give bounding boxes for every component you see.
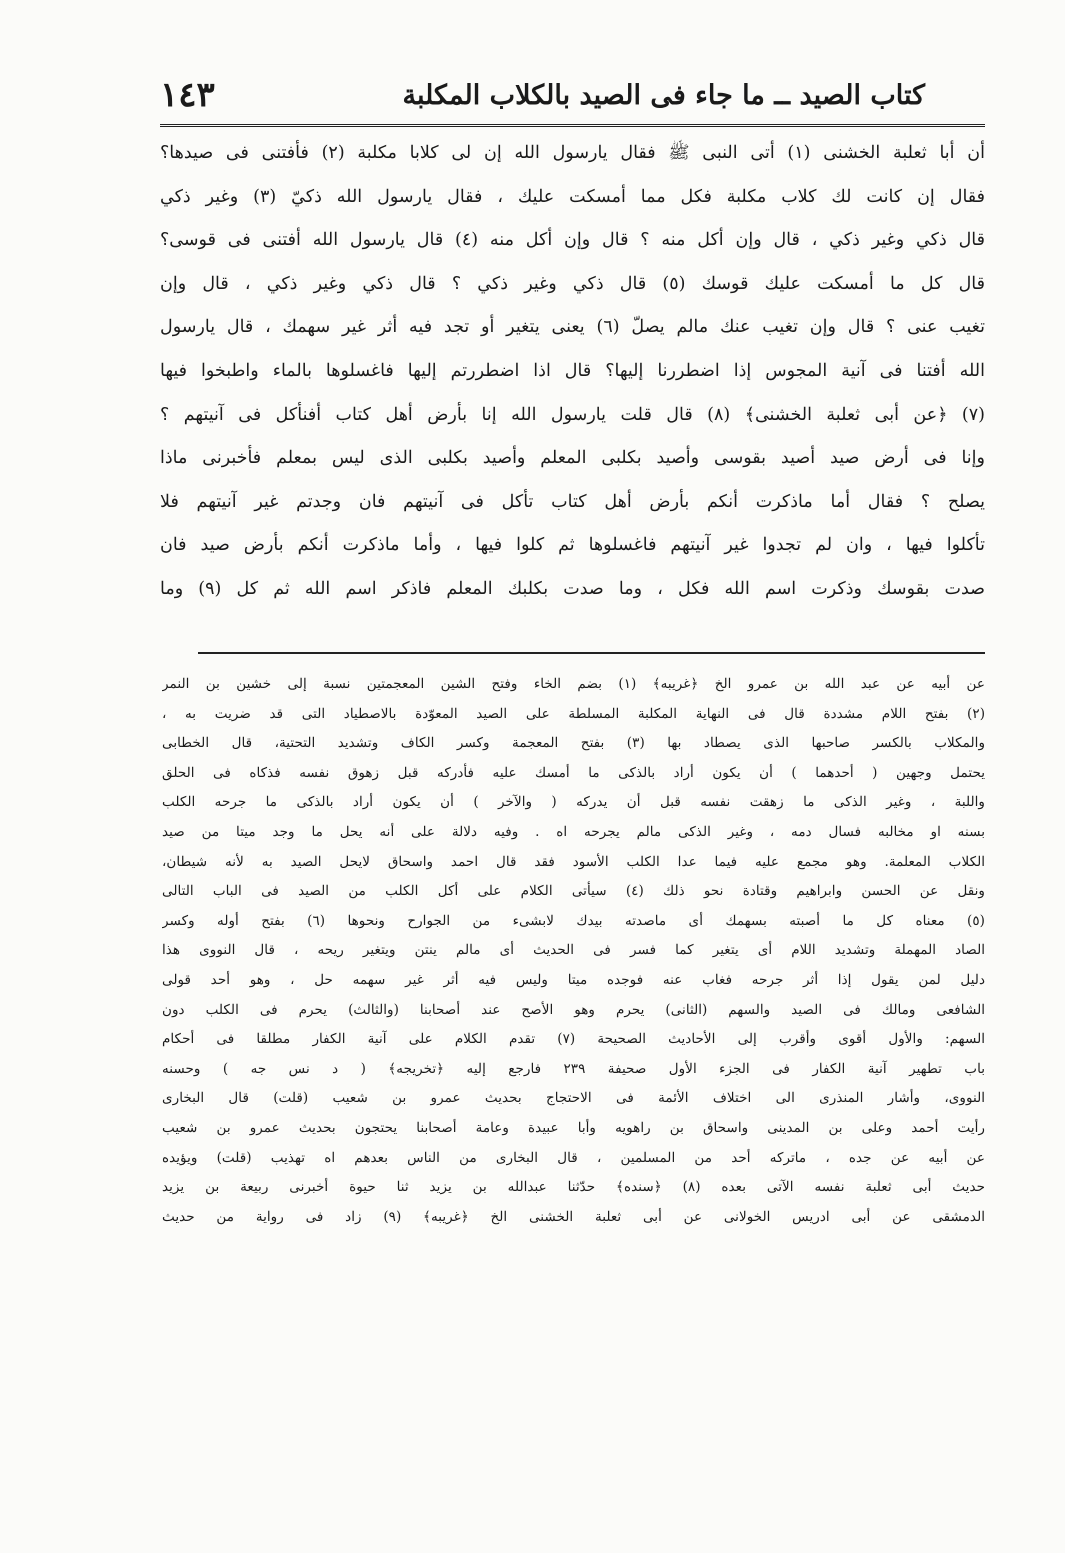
header-divider bbox=[160, 124, 985, 127]
footnote-line: بسنه او مخالبه فسال دمه ، وغير الذكى مالم يجرحه اه . وفيه دلالة على أنه يحل ما وجد ميتا من صيد bbox=[162, 823, 985, 840]
footnote-line: والمكلاب بالكسر صاحبها الذى يصطاد بها (٣) بفتح المعجمة وكسر الكاف وتشديد التحتية، قال الخطابى bbox=[162, 735, 985, 752]
main-text-line: (٧) ﴿عن أبى ثعلبة الخشنى﴾ (٨) قال قلت يارسول الله إنا بأرض أهل كتاب أفنأكل فى آنيتهم ؟ bbox=[160, 404, 985, 425]
page-number: ١٤٣ bbox=[160, 75, 215, 115]
footnotes bbox=[162, 670, 985, 1232]
main-text-line: تغيب عنى ؟ قال وإن تغيب عنك مالم يصلّ (٦) يعنى يتغير أو تجد فيه أثر غير سهمك ، قال يارسول bbox=[160, 317, 985, 338]
running-title: كتاب الصيد ــ ما جاء فى الصيد بالكلاب المكلبة bbox=[402, 79, 925, 111]
page-header bbox=[160, 70, 925, 120]
footnote-line: دليل لمن يقول إذا أثر جرحه فغاب عنه فوجده ميتا وليس فيه أثر غير سهمه حل ، وهو أحد قولى bbox=[162, 971, 985, 988]
footnote-line: الدمشقى عن أبى ادريس الخولانى عن أبى ثعلبة الخشنى الخ ﴿غريبه﴾ (٩) زاد فى رواية من حديث bbox=[162, 1208, 985, 1225]
footnote-line: السهم: والأول أقوى وأقرب إلى الأحاديث الصحيحة (٧) تقدم الكلام على آنية الكفار مطلقا فى أحكام bbox=[162, 1031, 985, 1048]
main-text-line: قال ذكي وغير ذكي ، قال وإن أكل منه ؟ قال وإن أكل منه (٤) قال يارسول الله أفتنى فى قوسى؟ bbox=[160, 230, 985, 251]
main-text-line: الله أفتنا فى آنية المجوس إذا اضطررنا إليها؟ قال اذا اضطررتم إليها فاغسلوها بالماء واطبخوا فيها bbox=[160, 360, 985, 381]
main-text-line: تأكلوا فيها ، وان لم تجدوا غير آنيتهم فاغسلوها ثم كلوا فيها ، وأما ماذكرت أنكم بأرض صيد فان bbox=[160, 535, 985, 556]
footnote-line: (٥) معناه كل ما أصبته بسهمك أى ماصدته بيدك لابشىء من الجوارح ونحوها (٦) بفتح أوله وكسر bbox=[162, 912, 985, 929]
footnote-line: ونقل عن الحسن وابراهيم وقتادة نحو ذلك (٤) سيأتى الكلام على أكل الكلب من الصيد فى الباب التالى bbox=[162, 883, 985, 900]
main-text-line: وإنا فى أرض صيد أصيد بقوسى وأصيد بكلبى المعلم وأصيد بكلبى الذى ليس بمعلم فأخبرنى ماذا bbox=[160, 448, 985, 469]
footnote-line: باب تطهير آنية الكفار فى الجزء الأول صحيفة ٢٣٩ فارجع إليه ﴿تخريجه﴾ ( د نس جه ) وحسنه bbox=[162, 1060, 985, 1077]
footnote-line: عن أبيه عن جده ، ماتركه أحد من المسلمين ، قال البخارى من الناس بعدهم اه تهذيب (قلت) ويؤيده bbox=[162, 1149, 985, 1166]
main-text-line: يصلح ؟ فقال أما ماذكرت أنكم بأرض أهل كتاب تأكل فى آنيتهم فان وجدتم غير آنيتهم فلا bbox=[160, 491, 985, 512]
footnote-line: الكلاب المعلمة. وهو مجمع عليه فيما عدا الكلب الأسود فقد قال احمد واسحاق لايحل الصيد به لأنه شيطان، bbox=[162, 853, 985, 870]
main-text-line: فقال إن كانت لك كلاب مكلبة فكل مما أمسكت عليك ، فقال يارسول الله ذكيّ (٣) وغير ذكي bbox=[160, 186, 985, 207]
footnote-line: واللبة ، وغير الذكى ما زهقت نفسه قبل أن يدركه ( والآخر ) أن يكون أراد بالذكى ما جرحه الكلب bbox=[162, 794, 985, 811]
footnote-line: الصاد المهملة وتشديد اللام أى يتغير كما فسر فى الحديث أى مالم ينتن ويتغير ريحه ، قال النووى هذا bbox=[162, 942, 985, 959]
footnote-line: عن أبيه عن عبد الله بن عمرو الخ ﴿غريبه﴾ (١) بضم الخاء وفتح الشين المعجمتين نسبة إلى خشين بن النمر bbox=[162, 676, 985, 692]
footnote-line: حديث أبى ثعلبة نفسه الآتى بعده (٨) ﴿سنده﴾ حدّثنا عبدالله بن يزيد ثنا حيوة أخبرنى ربيعة بن يزيد bbox=[162, 1179, 985, 1196]
footnote-line: رأيت أحمد وعلى بن المدينى واسحاق بن راهويه وأبا عبيدة وعامة أصحابنا يحتجون بحديث عمرو بن شعيب bbox=[162, 1119, 985, 1136]
main-text-line: صدت بقوسك وذكرت اسم الله فكل ، وما صدت بكلبك المعلم فاذكر اسم الله ثم كل (٩) وما bbox=[160, 578, 985, 599]
footnote-line: (٢) بفتح اللام مشددة قال فى النهاية المكلبة المسلطة على الصيد المعوّدة بالاصطياد التى قد ضريت به ، bbox=[162, 705, 985, 722]
footnote-line: النووى، وأشار المنذرى الى اختلاف الأئمة فى الاحتجاج بحديث عمرو بن شعيب (قلت) قال البخارى bbox=[162, 1090, 985, 1107]
main-text-line: أن أبا ثعلبة الخشنى (١) أتى النبى ﷺ فقال يارسول الله إن لى كلابا مكلبة (٢) فأفتنى فى صيدها؟ bbox=[160, 143, 985, 163]
footnote-line: الشافعى ومالك فى الصيد والسهم (الثانى) يحرم وهو الأصح عند أصحابنا (والثالث) يحرم فى الكلب دون bbox=[162, 1001, 985, 1018]
main-text bbox=[160, 132, 985, 612]
footnote-line: يحتمل وجهين ( أحدهما ) أن يكون أراد بالذكى ما أمسك عليه فأدركه قبل زهوق نفسه فذكاه فى الحلق bbox=[162, 764, 985, 781]
main-text-line: قال كل ما أمسكت عليك قوسك (٥) قال ذكي وغير ذكي ؟ قال ذكي وغير ذكي ، قال وإن bbox=[160, 273, 985, 294]
footnote-divider bbox=[198, 652, 985, 654]
